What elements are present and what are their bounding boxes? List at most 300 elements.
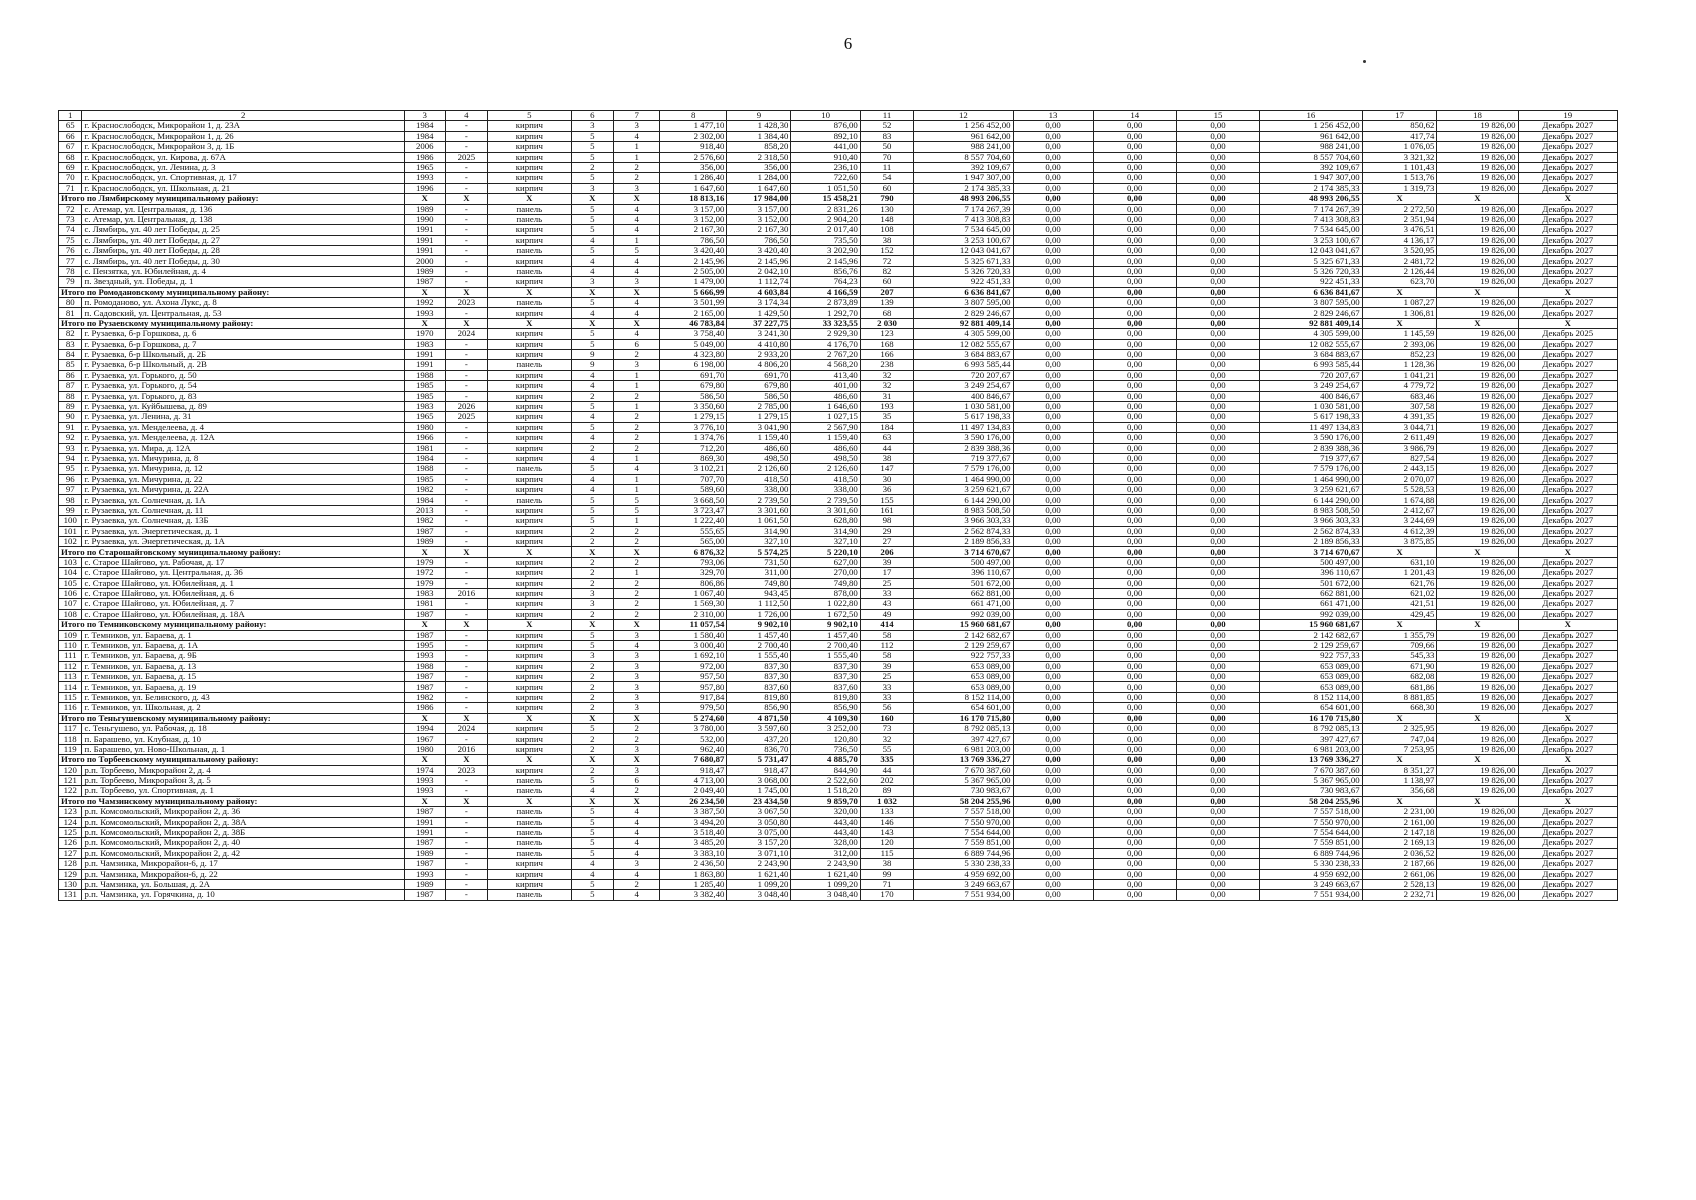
table-cell: 19 826,00 (1437, 859, 1518, 869)
table-cell: 5 (571, 516, 614, 526)
address-cell: р.п. Чамзинка, Микрорайон-6, д. 17 (82, 859, 404, 869)
table-cell: 2 (614, 162, 660, 172)
table-cell: 1 (614, 235, 660, 245)
table-cell: 7 557 518,00 (914, 807, 1013, 817)
table-cell: 3 (614, 630, 660, 640)
table-cell: 0,00 (1013, 807, 1093, 817)
table-cell: - (445, 526, 488, 536)
table-cell: 0,00 (1013, 318, 1093, 328)
table-cell: 128 (59, 859, 82, 869)
table-cell: кирпич (488, 121, 571, 131)
address-cell: п. Барашево, ул. Клубная, д. 10 (82, 734, 404, 744)
table-cell: 4 (614, 640, 660, 650)
table-cell: 19 826,00 (1437, 152, 1518, 162)
table-cell: 32 (860, 370, 913, 380)
table-cell: Декабрь 2027 (1518, 568, 1617, 578)
table-cell: 0,00 (1013, 755, 1093, 765)
table-cell: 0,00 (1093, 869, 1176, 879)
table-cell: 988 241,00 (914, 142, 1013, 152)
table-cell: 1 (614, 568, 660, 578)
table-cell: 0,00 (1013, 485, 1093, 495)
table-row (59, 588, 1618, 598)
table-cell: 1 745,00 (727, 786, 791, 796)
table-cell: 307,58 (1362, 401, 1437, 411)
address-cell: р.п. Торбеево, Микрорайон 2, д. 4 (82, 765, 404, 775)
table-cell: 99 (860, 869, 913, 879)
table-cell: 68 (59, 152, 82, 162)
table-cell: 1993 (404, 651, 445, 661)
table-cell: Декабрь 2027 (1518, 599, 1617, 609)
table-cell: 2 839 388,36 (914, 443, 1013, 453)
table-cell: 7 680,87 (660, 755, 727, 765)
table-cell: 1 279,15 (727, 412, 791, 422)
table-cell: 0,00 (1093, 464, 1176, 474)
table-cell: 4 (614, 807, 660, 817)
table-cell: 4 (614, 890, 660, 900)
table-cell: 19 826,00 (1437, 453, 1518, 463)
page-number: 6 (843, 34, 853, 53)
table-cell: 73 (860, 724, 913, 734)
table-cell: 0,00 (1176, 526, 1259, 536)
table-cell: 2 145,96 (791, 256, 860, 266)
table-cell: 992 039,00 (1260, 609, 1363, 619)
table-cell: 1 032 (860, 796, 913, 806)
table-cell: 2 (571, 162, 614, 172)
table-cell: 2 (614, 173, 660, 183)
table-cell: 50 (860, 142, 913, 152)
table-cell: кирпич (488, 640, 571, 650)
table-cell: - (445, 308, 488, 318)
table-cell: 0,00 (1093, 848, 1176, 858)
table-cell: 19 826,00 (1437, 765, 1518, 775)
table-cell: 0,00 (1093, 433, 1176, 443)
address-cell: г. Рузаевка, ул. Ленина, д. 31 (82, 412, 404, 422)
table-cell: 1 726,00 (727, 609, 791, 619)
table-cell: - (445, 360, 488, 370)
table-row (59, 214, 1618, 224)
table-cell: Декабрь 2027 (1518, 142, 1617, 152)
table-cell: 0,00 (1093, 557, 1176, 567)
table-cell: 0,00 (1093, 318, 1176, 328)
table-cell: 19 826,00 (1437, 474, 1518, 484)
table-cell: 0,00 (1176, 266, 1259, 276)
table-row (59, 890, 1618, 900)
column-number: 13 (1013, 111, 1093, 121)
table-cell: кирпич (488, 526, 571, 536)
column-number: 6 (571, 111, 614, 121)
table-row (59, 422, 1618, 432)
table-cell: 0,00 (1093, 765, 1176, 775)
table-cell: 2 739,50 (791, 495, 860, 505)
table-cell: 4 885,70 (791, 755, 860, 765)
table-cell: кирпич (488, 630, 571, 640)
column-number: 5 (488, 111, 571, 121)
table-cell: 3 (614, 703, 660, 713)
address-cell: с. Атемар, ул. Центральная, д. 138 (82, 214, 404, 224)
table-cell: 4 (614, 827, 660, 837)
table-cell: 1974 (404, 765, 445, 775)
table-row (59, 485, 1618, 495)
table-cell: 1982 (404, 516, 445, 526)
table-cell: 5 (571, 142, 614, 152)
table-cell: 1989 (404, 848, 445, 858)
table-cell: 3 157,00 (727, 204, 791, 214)
table-cell: 858,20 (727, 142, 791, 152)
table-cell: 4 (614, 838, 660, 848)
table-cell: 589,60 (660, 485, 727, 495)
table-row (59, 838, 1618, 848)
table-cell: - (445, 256, 488, 266)
column-number: 1 (59, 111, 82, 121)
table-cell: 6 993 585,44 (914, 360, 1013, 370)
table-cell: 2 393,06 (1362, 339, 1437, 349)
table-cell: X (1362, 287, 1437, 297)
table-cell: 81 (59, 308, 82, 318)
table-cell: 108 (860, 225, 913, 235)
table-cell: 1987 (404, 526, 445, 536)
table-cell: кирпич (488, 381, 571, 391)
table-cell: 1 138,97 (1362, 776, 1437, 786)
table-cell: 111 (59, 651, 82, 661)
table-cell: 500 497,00 (914, 557, 1013, 567)
table-cell: 320,00 (791, 807, 860, 817)
table-cell: - (445, 131, 488, 141)
table-cell: 3 (614, 277, 660, 287)
table-cell: 850,62 (1362, 121, 1437, 131)
table-cell: 0,00 (1176, 713, 1259, 723)
table-cell: Декабрь 2027 (1518, 401, 1617, 411)
table-cell: 5 049,00 (660, 339, 727, 349)
table-cell: 0,00 (1013, 692, 1093, 702)
table-cell: 109 (59, 630, 82, 640)
table-cell: 0,00 (1013, 464, 1093, 474)
table-cell: 19 826,00 (1437, 807, 1518, 817)
table-cell: 327,10 (791, 537, 860, 547)
table-cell: 1 555,40 (727, 651, 791, 661)
table-cell: 1991 (404, 235, 445, 245)
address-cell: г. Краснослободск, Микрорайон 1, д. 23А (82, 121, 404, 131)
table-cell: 3 259 621,67 (1260, 485, 1363, 495)
table-cell: 0,00 (1176, 682, 1259, 692)
table-cell: 65 (59, 121, 82, 131)
table-cell: 206 (860, 547, 913, 557)
table-cell: 4 (571, 474, 614, 484)
table-cell: 19 826,00 (1437, 640, 1518, 650)
table-cell: 679,80 (727, 381, 791, 391)
district-total-label: Итого по Рузаевскому муниципальному району: (59, 318, 405, 328)
table-cell: 0,00 (1013, 443, 1093, 453)
table-cell: 0,00 (1176, 838, 1259, 848)
table-cell: 1 030 581,00 (914, 401, 1013, 411)
table-cell: 418,50 (791, 474, 860, 484)
table-cell: 3 420,40 (660, 246, 727, 256)
table-row (59, 495, 1618, 505)
address-cell: р.п. Комсомольский, Микрорайон 2, д. 40 (82, 838, 404, 848)
table-cell: 4 (614, 848, 660, 858)
table-cell: 0,00 (1093, 329, 1176, 339)
table-cell: 0,00 (1093, 661, 1176, 671)
table-cell: X (488, 755, 571, 765)
table-cell: - (445, 568, 488, 578)
table-cell: 19 826,00 (1437, 204, 1518, 214)
table-cell: 5 (571, 298, 614, 308)
table-cell: 1 159,40 (791, 433, 860, 443)
table-cell: 1 306,81 (1362, 308, 1437, 318)
address-cell: г. Рузаевка, ул. Мичурина, д. 22А (82, 485, 404, 495)
district-total-row (59, 318, 1618, 328)
table-cell: 4 136,17 (1362, 235, 1437, 245)
table-cell: 691,70 (727, 370, 791, 380)
table-cell: - (445, 672, 488, 682)
table-cell: 4 959 692,00 (1260, 869, 1363, 879)
table-cell: 44 (860, 765, 913, 775)
table-cell: 0,00 (1093, 817, 1176, 827)
table-cell: 0,00 (1176, 651, 1259, 661)
table-cell: 99 (59, 505, 82, 515)
table-cell: 1993 (404, 776, 445, 786)
table-cell: 4 (614, 464, 660, 474)
table-cell: 148 (860, 214, 913, 224)
table-cell: - (445, 817, 488, 827)
address-cell: г. Темников, ул. Бараева, д. 13 (82, 661, 404, 671)
table-cell: 1 061,50 (727, 516, 791, 526)
table-cell: 0,00 (1013, 516, 1093, 526)
table-cell: 720 207,67 (1260, 370, 1363, 380)
table-cell: Декабрь 2027 (1518, 537, 1617, 547)
table-cell: 0,00 (1093, 152, 1176, 162)
table-cell: 0,00 (1176, 609, 1259, 619)
table-cell: 94 (59, 453, 82, 463)
table-cell: 8 557 704,60 (914, 152, 1013, 162)
column-number: 18 (1437, 111, 1518, 121)
table-cell: Декабрь 2027 (1518, 630, 1617, 640)
table-cell: 3 684 883,67 (914, 349, 1013, 359)
address-cell: р.п. Чамзинка, ул. Горячкина, д. 10 (82, 890, 404, 900)
table-cell: 392 109,67 (914, 162, 1013, 172)
table-cell: 19 826,00 (1437, 162, 1518, 172)
table-cell: кирпич (488, 277, 571, 287)
table-cell: 918,40 (660, 142, 727, 152)
table-cell: 5 220,10 (791, 547, 860, 557)
table-cell: 1983 (404, 588, 445, 598)
table-cell: 3 157,00 (660, 204, 727, 214)
table-cell: X (571, 713, 614, 723)
table-cell: Декабрь 2027 (1518, 162, 1617, 172)
table-row (59, 516, 1618, 526)
table-cell: 110 (59, 640, 82, 650)
table-cell: 5 367 965,00 (914, 776, 1013, 786)
table-cell: X (1518, 287, 1617, 297)
table-cell: - (445, 204, 488, 214)
table-cell: 33 (860, 588, 913, 598)
table-cell: 238 (860, 360, 913, 370)
table-cell: X (1437, 755, 1518, 765)
table-cell: 19 826,00 (1437, 890, 1518, 900)
table-cell: 130 (860, 204, 913, 214)
table-cell: 2026 (445, 401, 488, 411)
table-cell: 1 (614, 370, 660, 380)
table-cell: 0,00 (1093, 474, 1176, 484)
table-cell: 96 (59, 474, 82, 484)
table-cell: 207 (860, 287, 913, 297)
table-cell: панель (488, 495, 571, 505)
table-cell: 2 017,40 (791, 225, 860, 235)
district-total-row (59, 547, 1618, 557)
table-cell: 1 051,50 (791, 183, 860, 193)
table-cell: Декабрь 2027 (1518, 391, 1617, 401)
table-cell: 0,00 (1176, 173, 1259, 183)
table-cell: 4 (614, 204, 660, 214)
address-cell: г. Рузаевка, ул. Менделеева, д. 12А (82, 433, 404, 443)
table-cell: 0,00 (1176, 620, 1259, 630)
table-cell: - (445, 349, 488, 359)
table-cell: 152 (860, 246, 913, 256)
table-cell: X (614, 755, 660, 765)
table-cell: - (445, 266, 488, 276)
table-cell: 397 427,67 (1260, 734, 1363, 744)
table-cell: 1 674,88 (1362, 495, 1437, 505)
table-cell: 38 (860, 859, 913, 869)
table-cell: X (1362, 547, 1437, 557)
table-cell: 0,00 (1176, 807, 1259, 817)
table-cell: X (445, 547, 488, 557)
table-cell: 957,80 (660, 682, 727, 692)
table-cell: 837,30 (727, 661, 791, 671)
table-cell: X (571, 318, 614, 328)
table-cell: Декабрь 2027 (1518, 672, 1617, 682)
table-cell: 2024 (445, 724, 488, 734)
table-cell: Декабрь 2027 (1518, 817, 1617, 827)
table-cell: 19 826,00 (1437, 422, 1518, 432)
table-cell: 19 826,00 (1437, 568, 1518, 578)
table-cell: 2024 (445, 329, 488, 339)
table-cell: 36 (860, 485, 913, 495)
table-cell: 19 826,00 (1437, 838, 1518, 848)
table-cell: 417,74 (1362, 131, 1437, 141)
address-cell: р.п. Комсомольский, Микрорайон 2, д. 36 (82, 807, 404, 817)
column-number: 14 (1093, 111, 1176, 121)
table-cell: 19 826,00 (1437, 349, 1518, 359)
table-cell: панель (488, 266, 571, 276)
table-cell: 2 243,90 (727, 859, 791, 869)
table-cell: 0,00 (1093, 734, 1176, 744)
table-cell: 5 (571, 131, 614, 141)
table-cell: 5 325 671,33 (914, 256, 1013, 266)
table-cell: 1991 (404, 817, 445, 827)
table-cell: 0,00 (1176, 796, 1259, 806)
table-cell: 0,00 (1093, 588, 1176, 598)
table-cell: 1983 (404, 401, 445, 411)
table-cell: 2 (571, 526, 614, 536)
table-cell: 2 (614, 412, 660, 422)
table-cell: 3 966 303,33 (914, 516, 1013, 526)
table-cell: 54 (860, 173, 913, 183)
table-cell: 0,00 (1176, 287, 1259, 297)
table-cell: 2 165,00 (660, 308, 727, 318)
table-cell: 0,00 (1013, 796, 1093, 806)
table-cell: 0,00 (1176, 869, 1259, 879)
table-cell: 0,00 (1013, 557, 1093, 567)
table-cell: 98 (59, 495, 82, 505)
table-cell: 19 826,00 (1437, 526, 1518, 536)
table-cell: 1 027,15 (791, 412, 860, 422)
table-cell: 653 089,00 (1260, 672, 1363, 682)
table-cell: 1 (614, 381, 660, 391)
table-cell: 1 128,36 (1362, 360, 1437, 370)
table-cell: 1991 (404, 246, 445, 256)
column-number: 8 (660, 111, 727, 121)
table-cell: 2 174 385,33 (1260, 183, 1363, 193)
table-cell: - (445, 173, 488, 183)
table-cell: 6 636 841,67 (914, 287, 1013, 297)
table-cell: 15 960 681,67 (914, 620, 1013, 630)
table-cell: 2 243,90 (791, 859, 860, 869)
table-cell: X (488, 547, 571, 557)
table-cell: 71 (860, 879, 913, 889)
table-cell: 88 (59, 391, 82, 401)
table-cell: 3 966 303,33 (1260, 516, 1363, 526)
table-cell: Декабрь 2027 (1518, 495, 1617, 505)
table-cell: 2 189 856,33 (914, 537, 1013, 547)
table-cell: 314,90 (791, 526, 860, 536)
table-cell: 0,00 (1013, 277, 1093, 287)
table-cell: 5 (571, 848, 614, 858)
table-cell: 414 (860, 620, 913, 630)
table-cell: 735,50 (791, 235, 860, 245)
district-total-label: Итого по Торбеевскому муниципальному району: (59, 755, 405, 765)
table-row (59, 225, 1618, 235)
table-cell: 6 993 585,44 (1260, 360, 1363, 370)
table-cell: 2 (614, 526, 660, 536)
table-cell: 0,00 (1176, 890, 1259, 900)
table-cell: 5 (571, 827, 614, 837)
table-cell: 35 (860, 412, 913, 422)
table-cell: 2 126,60 (727, 464, 791, 474)
table-cell: 0,00 (1176, 381, 1259, 391)
table-cell: 19 826,00 (1437, 744, 1518, 754)
table-cell: 0,00 (1093, 827, 1176, 837)
table-cell: 3 875,85 (1362, 537, 1437, 547)
table-cell: 1 222,40 (660, 516, 727, 526)
table-cell: 3 041,90 (727, 422, 791, 432)
table-cell: 58 (860, 651, 913, 661)
table-cell: X (404, 194, 445, 204)
table-cell: 0,00 (1093, 370, 1176, 380)
table-cell: 6 889 744,96 (1260, 848, 1363, 858)
table-cell: 961 642,00 (1260, 131, 1363, 141)
table-cell: 27 (860, 537, 913, 547)
table-cell: 161 (860, 505, 913, 515)
table-cell: 1966 (404, 433, 445, 443)
table-cell: 668,30 (1362, 703, 1437, 713)
district-total-label: Итого по Чамзинскому муниципальному району: (59, 796, 405, 806)
table-cell: - (445, 277, 488, 287)
table-cell: - (445, 703, 488, 713)
table-cell: 38 (860, 235, 913, 245)
table-cell: кирпич (488, 339, 571, 349)
table-cell: Декабрь 2027 (1518, 422, 1617, 432)
table-cell: 73 (59, 214, 82, 224)
table-cell: 443,40 (791, 827, 860, 837)
table-cell: 7 413 308,83 (914, 214, 1013, 224)
table-row (59, 776, 1618, 786)
table-cell: 1 292,70 (791, 308, 860, 318)
table-cell: 3 501,99 (660, 298, 727, 308)
table-cell: - (445, 609, 488, 619)
table-cell: кирпич (488, 568, 571, 578)
table-cell: 19 826,00 (1437, 308, 1518, 318)
table-cell: панель (488, 807, 571, 817)
